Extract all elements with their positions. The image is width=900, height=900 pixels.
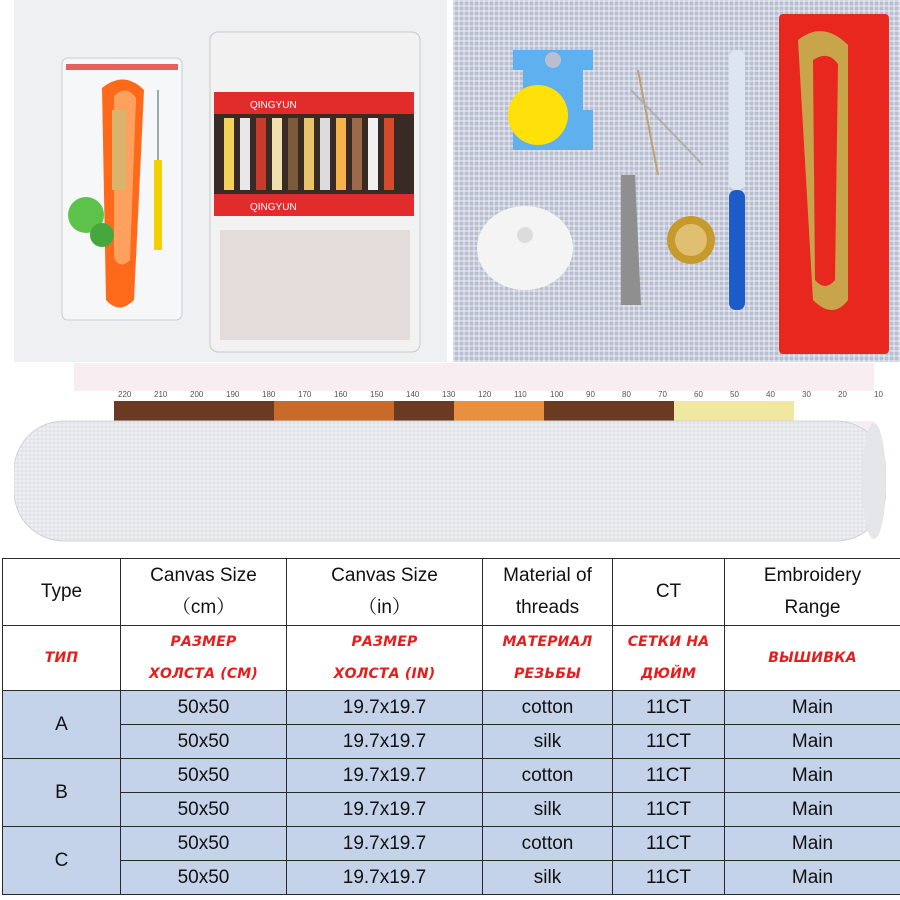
kit-package-illustration (14, 0, 447, 362)
cell-ct: 11CT (613, 861, 725, 895)
cell-size-cm: 50x50 (121, 725, 287, 759)
cell-material: silk (483, 793, 613, 827)
brand-label-top: QINGYUN (250, 100, 297, 111)
cell-range: Main (725, 793, 900, 827)
rolled-canvas-illustration (14, 363, 886, 553)
ruler-number: 190 (226, 390, 240, 399)
tools-photo (453, 0, 900, 362)
ru-header-canvas-in: РАЗМЕР ХОЛСТА (IN) (287, 626, 483, 691)
ruler-number: 50 (730, 390, 739, 399)
cell-size-in: 19.7x19.7 (287, 691, 483, 725)
ruler-number: 40 (766, 390, 775, 399)
type-cell: A (3, 691, 121, 759)
table-row (3, 861, 900, 895)
cell-material: silk (483, 861, 613, 895)
ruler-number: 10 (874, 390, 883, 399)
yellow-pompom-icon (508, 85, 568, 145)
russian-header-row (3, 626, 900, 691)
ruler-number: 140 (406, 390, 420, 399)
header-material: Material of threads (483, 559, 613, 626)
type-cell: C (3, 827, 121, 895)
type-cell: B (3, 759, 121, 827)
table-row (3, 827, 900, 861)
header-embroidery-range: Embroidery Range (725, 559, 900, 626)
header-ct: CT (613, 559, 725, 626)
cell-range: Main (725, 827, 900, 861)
ruler-number: 30 (802, 390, 811, 399)
tools-illustration (453, 0, 900, 362)
ruler-number: 180 (262, 390, 276, 399)
ruler-number: 150 (370, 390, 384, 399)
ru-header-material: МАТЕРИАЛ РЕЗЬБЫ (483, 626, 613, 691)
table-row (3, 691, 900, 725)
ruler-number: 120 (478, 390, 492, 399)
thread-skeins (224, 118, 394, 190)
spec-table (2, 558, 900, 895)
kit-package-photo (14, 0, 447, 362)
ruler-number: 80 (622, 390, 631, 399)
cell-material: cotton (483, 827, 613, 861)
cell-ct: 11CT (613, 793, 725, 827)
cell-range: Main (725, 759, 900, 793)
cell-size-cm: 50x50 (121, 691, 287, 725)
ruler-number: 200 (190, 390, 204, 399)
metal-threader-icon (621, 175, 641, 305)
cell-size-cm: 50x50 (121, 759, 287, 793)
ruler-number: 100 (550, 390, 564, 399)
ru-header-embroidery: ВЫШИВКА (725, 626, 900, 691)
cell-size-in: 19.7x19.7 (287, 827, 483, 861)
cell-material: silk (483, 725, 613, 759)
cell-size-cm: 50x50 (121, 827, 287, 861)
thread-puff-icon (477, 206, 573, 290)
cell-size-cm: 50x50 (121, 793, 287, 827)
header-row (3, 559, 900, 626)
cell-size-in: 19.7x19.7 (287, 759, 483, 793)
ruler-number: 220 (118, 390, 132, 399)
ruler-number: 110 (514, 390, 527, 399)
header-canvas-size-cm: Canvas Size （cm） (121, 559, 287, 626)
cell-size-in: 19.7x19.7 (287, 725, 483, 759)
ruler-number: 170 (298, 390, 312, 399)
brand-label-bottom: QINGYUN (250, 202, 297, 213)
cell-ct: 11CT (613, 827, 725, 861)
cell-ct: 11CT (613, 759, 725, 793)
cell-size-in: 19.7x19.7 (287, 793, 483, 827)
ruler-number: 60 (694, 390, 703, 399)
seam-ripper-icon (729, 50, 745, 190)
header-canvas-size-in: Canvas Size （in） (287, 559, 483, 626)
table-row (3, 725, 900, 759)
cell-range: Main (725, 725, 900, 759)
header-type: Type (3, 559, 121, 626)
table-row (3, 793, 900, 827)
ruler-number: 20 (838, 390, 847, 399)
needle-icon (638, 70, 658, 175)
threader-icon (154, 160, 162, 250)
cell-size-in: 19.7x19.7 (287, 861, 483, 895)
ruler-number: 90 (586, 390, 595, 399)
ru-header-ct: СЕТКИ НА ДЮЙМ (613, 626, 725, 691)
ruler-number: 210 (154, 390, 168, 399)
cell-ct: 11CT (613, 691, 725, 725)
cell-ct: 11CT (613, 725, 725, 759)
ru-header-canvas-cm: РАЗМЕР ХОЛСТА (СМ) (121, 626, 287, 691)
rolled-canvas-photo (14, 363, 886, 553)
ruler-number: 130 (442, 390, 456, 399)
ru-header-type: ТИП (3, 626, 121, 691)
cell-range: Main (725, 691, 900, 725)
ruler-number: 160 (334, 390, 348, 399)
cell-range: Main (725, 861, 900, 895)
table-row (3, 759, 900, 793)
cell-material: cotton (483, 759, 613, 793)
cell-size-cm: 50x50 (121, 861, 287, 895)
ruler-number: 70 (658, 390, 667, 399)
cell-material: cotton (483, 691, 613, 725)
